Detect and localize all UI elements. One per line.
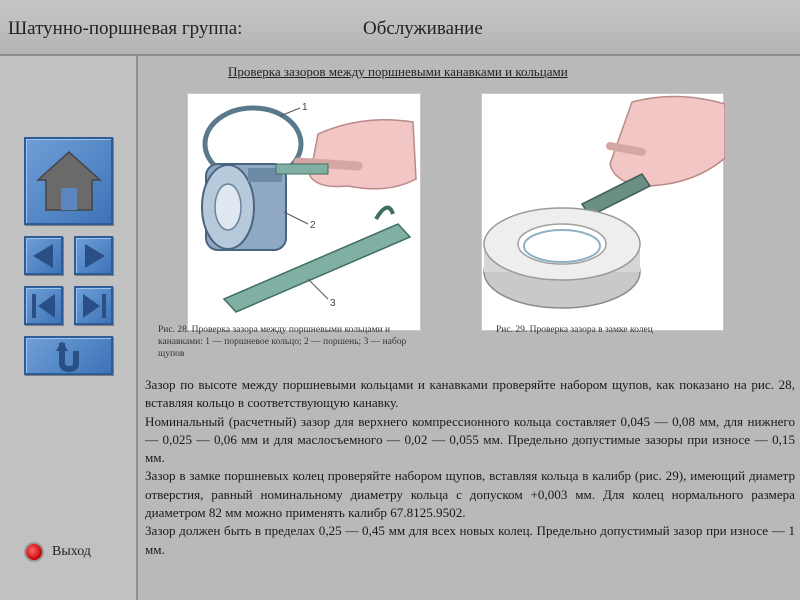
subsection-title: Обслуживание xyxy=(363,18,483,39)
figure-29-caption: Рис. 29. Проверка зазора в замке колец xyxy=(496,325,653,335)
figure-28-caption: Рис. 28. Проверка зазора между поршневыми кольцами и канавками: 1 — поршневое кольцо; 2 — поршень; 3 — набор щупов xyxy=(158,325,407,359)
exit-label: Выход xyxy=(52,544,91,559)
body-text xyxy=(145,376,795,559)
callout-1: 1 xyxy=(302,102,308,113)
page-title: Проверка зазоров между поршневыми канавками и кольцами xyxy=(228,64,568,79)
figure-29-image xyxy=(481,93,724,331)
figure-28-image xyxy=(187,93,421,331)
return-icon xyxy=(52,339,86,373)
return-button[interactable] xyxy=(24,336,113,375)
home-icon xyxy=(34,148,104,214)
last-page-icon xyxy=(79,291,109,321)
first-page-button[interactable] xyxy=(24,286,63,325)
main-content xyxy=(140,56,800,600)
previous-button[interactable] xyxy=(24,236,63,275)
exit-icon[interactable] xyxy=(24,542,44,562)
paragraph: Зазор по высоте между поршневыми кольцами и канавками проверяйте набором щупов, как показано на рис. 28, вставляя кольцо в соответствующую канавку. xyxy=(145,377,795,411)
paragraph: Зазор должен быть в пределах 0,25 — 0,45 мм для всех новых колец. Предельно допустимый зазор при износе — 1 мм. xyxy=(145,523,795,557)
exit-button[interactable] xyxy=(24,542,91,562)
callout-3: 3 xyxy=(330,298,336,309)
next-button[interactable] xyxy=(74,236,113,275)
last-page-button[interactable] xyxy=(74,286,113,325)
paragraph: Номинальный (расчетный) зазор для верхнего компрессионного кольца составляет 0,045 — 0,08 мм, для нижнего — 0,025 — 0,06 мм и для маслосъемного — 0,02 — 0,055 мм. Предельно допустимые зазоры при износе — 0,15 мм. xyxy=(145,413,795,466)
arrow-right-icon xyxy=(79,241,109,271)
header-bar xyxy=(0,0,800,56)
callout-2: 2 xyxy=(310,220,316,231)
first-page-icon xyxy=(29,291,59,321)
paragraph: Зазор в замке поршневых колец проверяйте набором щупов, вставляя кольца в калибр (рис. 29), имеющий диаметр отверстия, равный номинальному диаметру кольца с допуском +0,003 мм. Для колец нормального размера диаметром 82 мм можно применять калибр 67.8125.9502. xyxy=(145,468,795,521)
home-button[interactable] xyxy=(24,137,113,225)
section-title: Шатунно-поршневая группа: xyxy=(8,18,243,39)
arrow-left-icon xyxy=(29,241,59,271)
